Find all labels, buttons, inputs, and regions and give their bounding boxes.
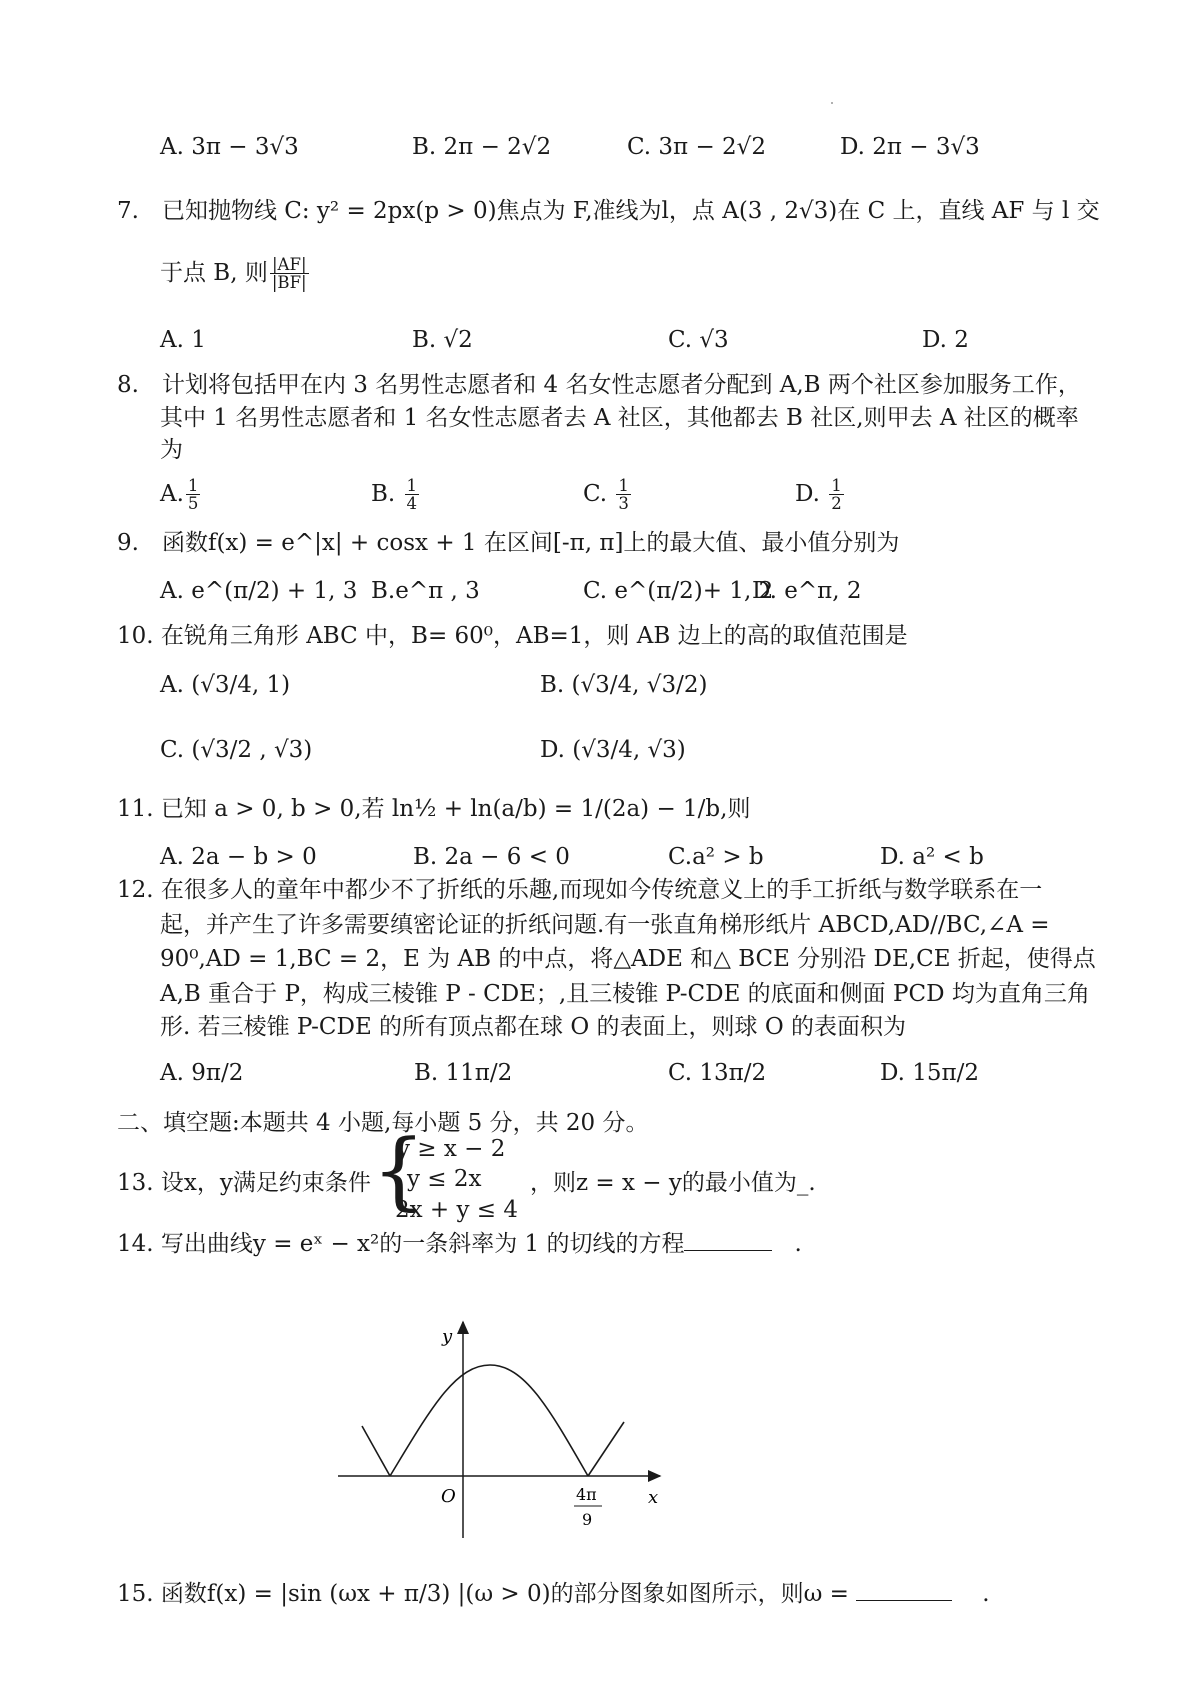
section-2-heading: 二、填空题:本题共 4 小题,每小题 5 分，共 20 分。	[117, 1110, 649, 1136]
q13-constraints	[395, 1136, 518, 1223]
y-axis-label: y	[442, 1326, 453, 1347]
tick-label-numerator: 4π	[576, 1485, 597, 1504]
q8-option-a: A. $\frac{1}{5}$	[160, 476, 199, 514]
q7-line-2	[160, 256, 311, 292]
q12-option-d: D. 15π/2	[880, 1060, 980, 1086]
q15-answer-blank[interactable]	[856, 1600, 952, 1601]
q12-line-3: 90⁰,AD = 1,BC = 2，E 为 AB 的中点，将△ADE 和△ BCE 分别沿 DE,CE 折起，使得点	[160, 946, 1096, 972]
q11-option-c: C.a² > b	[668, 844, 764, 870]
q7-line-1: 7. 已知抛物线 C: y² = 2px(p > 0)焦点为 F,准线为l，点 A(3 , 2√3)在 C 上，直线 AF 与 l 交	[117, 198, 1100, 224]
q6-option-c: C. 3π − 2√2	[627, 134, 766, 160]
q12-line-1: 12. 在很多人的童年中都少不了折纸的乐趣,而现如今传统意义上的手工折纸与数学联系在一	[117, 877, 1043, 903]
q13-constraint-1: y ≥ x − 2	[397, 1136, 506, 1162]
q12-line-5: 形. 若三棱锥 P-CDE 的所有顶点都在球 O 的表面上，则球 O 的表面积为	[160, 1014, 907, 1040]
q12-line-4: A,B 重合于 P，构成三棱锥 P - CDE；,且三棱锥 P-CDE 的底面和侧面 PCD 均为直角三角	[160, 981, 1090, 1007]
q11-option-b: B. 2a − 6 < 0	[413, 844, 570, 870]
q13-brace: {	[372, 1121, 426, 1219]
q9-option-b: B.e^π , 3	[371, 578, 480, 604]
q7-option-a: A. 1	[160, 327, 206, 353]
page-speck	[831, 102, 833, 104]
curve-left-branch	[362, 1426, 390, 1476]
q7-option-b: B. √2	[412, 327, 473, 353]
q7-ratio-fraction: $\frac{|AF|}{|BF|}$	[271, 255, 307, 293]
q13-constraint-3: 2x + y ≤ 4	[395, 1196, 519, 1223]
q6-option-b: B. 2π − 2√2	[412, 134, 552, 160]
origin-label: O	[441, 1486, 456, 1507]
q8-line-2: 其中 1 名男性志愿者和 1 名女性志愿者去 A 社区，其他都去 B 社区,则甲去 A 社区的概率	[160, 405, 1079, 431]
q13-prefix: 13. 设x，y满足约束条件	[117, 1170, 371, 1196]
q11-option-a: A. 2a − b > 0	[160, 844, 317, 870]
q8-option-b: B. $\frac{1}{4}$	[371, 476, 418, 514]
q8-option-c-fraction: $\frac{1}{3}$	[618, 476, 629, 514]
q8-option-a-fraction: $\frac{1}{5}$	[187, 476, 199, 514]
q9-option-a: A. e^(π/2) + 1, 3	[160, 578, 358, 604]
q14-tail: .	[794, 1231, 802, 1257]
q11-stem: 11. 已知 a > 0, b > 0,若 ln½ + ln(a/b) = 1/(2a) − 1/b,则	[117, 796, 751, 822]
q10-option-a: A. (√3/4, 1)	[160, 672, 291, 698]
q13-constraint-2: y ≤ 2x	[407, 1166, 482, 1193]
q8-option-d: D. $\frac{1}{2}$	[795, 476, 842, 514]
q7-option-d: D. 2	[922, 327, 969, 353]
curve-arch	[390, 1365, 588, 1476]
q12-line-2: 起，并产生了许多需要缜密论证的折纸问题.有一张直角梯形纸片 ABCD,AD//BC,∠A =	[160, 912, 1050, 938]
q6-option-d: D. 2π − 3√3	[840, 134, 980, 160]
q14-text: 14. 写出曲线y = eˣ − x²的一条斜率为 1 的切线的方程	[117, 1231, 685, 1257]
q10-option-b: B. (√3/4, √3/2)	[540, 672, 708, 698]
q12-option-a: A. 9π/2	[160, 1060, 244, 1086]
curve-right-branch	[588, 1422, 624, 1476]
q6-option-a: A. 3π − 3√3	[160, 134, 299, 160]
q8-option-b-fraction: $\frac{1}{4}$	[406, 476, 418, 514]
q13-suffix: ，则z = x − y的最小值为_.	[530, 1170, 816, 1196]
q10-stem: 10. 在锐角三角形 ABC 中，B= 60⁰，AB=1，则 AB 边上的高的取值范围是	[117, 623, 908, 649]
q8-option-d-fraction: $\frac{1}{2}$	[831, 476, 842, 514]
q12-option-c: C. 13π/2	[668, 1060, 767, 1086]
q10-option-c: C. (√3/2 , √3)	[160, 737, 313, 763]
q11-option-d: D. a² < b	[880, 844, 984, 870]
q15-tail: .	[982, 1581, 990, 1607]
q8-line-3: 为	[160, 437, 183, 463]
q10-option-d: D. (√3/4, √3)	[540, 737, 686, 763]
q9-stem: 9. 函数f(x) = e^|x| + cosx + 1 在区间[-π, π]上的最大值、最小值分别为	[117, 530, 900, 556]
q9-option-c: C. e^(π/2)+ 1, 2	[583, 578, 774, 604]
q14-stem	[117, 1231, 802, 1259]
q8-line-1: 8. 计划将包括甲在内 3 名男性志愿者和 4 名女性志愿者分配到 A,B 两个社区参加服务工作，	[117, 372, 1081, 398]
q15-stem	[117, 1581, 990, 1609]
q9-option-d: D. e^π, 2	[752, 578, 862, 604]
q8-option-c: C. $\frac{1}{3}$	[583, 476, 629, 514]
x-axis-label: x	[648, 1487, 659, 1508]
q14-answer-blank[interactable]	[684, 1250, 772, 1251]
q7-option-c: C. √3	[668, 327, 729, 353]
q12-option-b: B. 11π/2	[414, 1060, 513, 1086]
q15-text: 15. 函数f(x) = |sin (ωx + π/3) |(ω > 0)的部分图象如图所示，则ω =	[117, 1581, 857, 1607]
tick-label-denominator: 9	[582, 1510, 593, 1529]
q7-line-2-text: 于点 B, 则	[160, 259, 268, 286]
sine-graph	[330, 1310, 690, 1550]
